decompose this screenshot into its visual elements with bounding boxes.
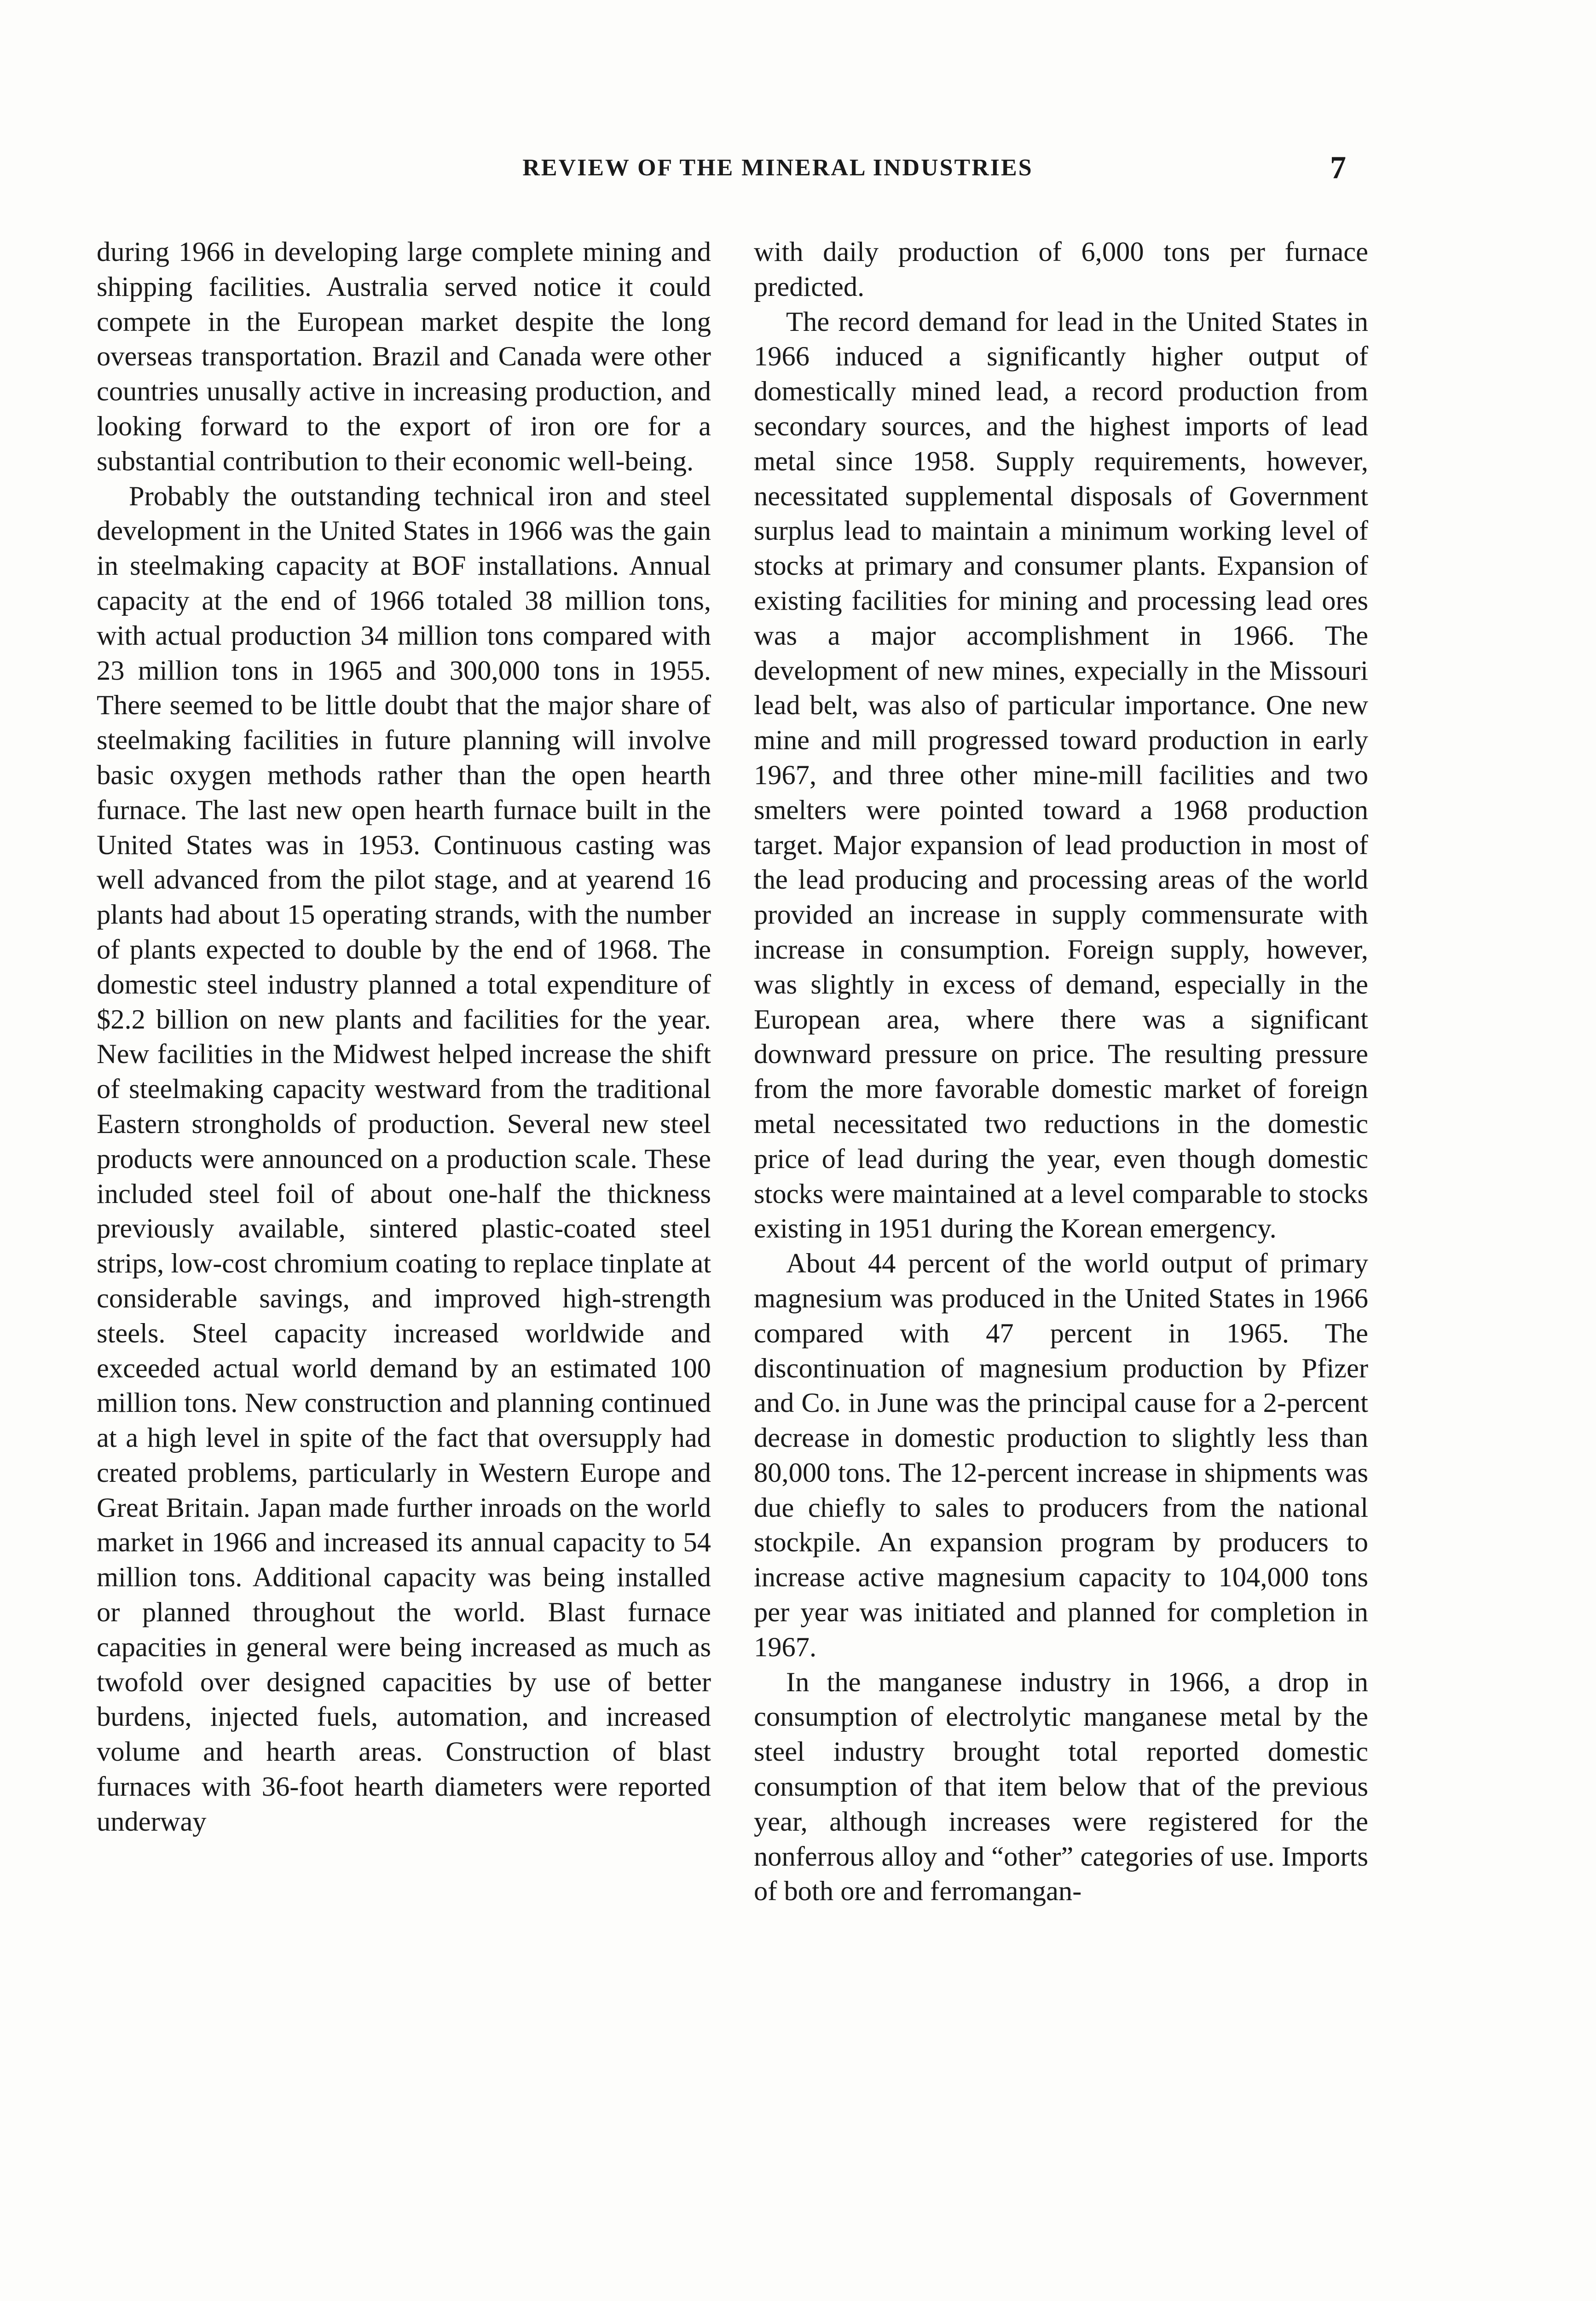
paragraph: The record demand for lead in the United States in 1966 induced a significantly higher output of domestically mined lead, a record production from secondary sources, and the highest imports of lead metal since 1958. Supply requirements, however, necessitated supplemental disposals of Government surplus lead to maintain a minimum working level of stocks at primary and consumer plants. Expansion of existing facilities for mining and processing lead ores was a major accomplishment in 1966. The development of new mines, expecially in the Missouri lead belt, was also of particular importance. One new mine and mill progressed toward production in early 1967, and three other mine-mill facilities and two smelters were pointed toward a 1968 production target. Major expansion of lead production in most of the lead producing and processing areas of the world provided an increase in supply commensurate with increase in consumption. Foreign supply, however, was slightly in excess of demand, especially in the European area, where there was a significant downward pressure on price. The resulting pressure from the more favorable domestic market of foreign metal necessitated two reductions in the domestic price of lead during the year, even though domestic stocks were maintained at a level comparable to stocks existing in 1951 during the Korean emergency. (754, 306, 1368, 1244)
paragraph: during 1966 in developing large complete mining and shipping facilities. Australia served notice it could compete in the European market despite the long overseas transportation. Brazil and Canada were other countries unusally active in increasing production, and looking forward to the export of iron ore for a substantial contribution to their economic well-being. (97, 237, 711, 477)
paragraph: About 44 percent of the world output of primary magnesium was produced in the United States in 1966 compared with 47 percent in 1965. The discontinuation of magnesium production by Pfizer and Co. in June was the principal cause for a 2-percent decrease in domestic production to slightly less than 80,000 tons. The 12-percent increase in shipments was due chiefly to sales to producers from the national stockpile. An expansion program by producers to increase active magnesium capacity to 104,000 tons per year was initiated and planned for completion in 1967. (754, 1248, 1368, 1663)
page-number: 7 (1330, 150, 1346, 185)
running-head: REVIEW OF THE MINERAL INDUSTRIES (522, 155, 1033, 181)
paragraph: In the manganese industry in 1966, a drop in consumption of electrolytic manganese metal by the steel industry brought total reported domestic consumption of that item below that of the previous year, although increases were registered for the nonferrous alloy and “other” categories of use. Imports of both ore and ferromangan- (754, 1666, 1368, 1907)
paragraph: with daily production of 6,000 tons per furnace predicted. (754, 237, 1368, 302)
left-column (97, 235, 711, 1839)
right-column (754, 235, 1368, 1909)
paragraph: Probably the outstanding technical iron and steel development in the United States in 1966 was the gain in steelmaking capacity at BOF installations. Annual capacity at the end of 1966 totaled 38 million tons, with actual production 34 million tons compared with 23 million tons in 1965 and 300,000 tons in 1955. There seemed to be little doubt that the major share of steelmaking facilities in future planning will involve basic oxygen methods rather than the open hearth furnace. The last new open hearth furnace built in the United States was in 1953. Continuous casting was well advanced from the pilot stage, and at yearend 16 plants had about 15 operating strands, with the number of plants expected to double by the end of 1968. The domestic steel industry planned a total expenditure of $2.2 billion on new plants and facilities for the year. New facilities in the Midwest helped increase the shift of steelmaking capacity westward from the traditional Eastern strongholds of production. Several new steel products were announced on a production scale. These included steel foil of about one-half the thickness previously available, sintered plastic-coated steel strips, low-cost chromium coating to replace tinplate at considerable savings, and improved high-strength steels. Steel capacity increased worldwide and exceeded actual world demand by an estimated 100 million tons. New construction and planning continued at a high level in spite of the fact that oversupply had created problems, particularly in Western Europe and Great Britain. Japan made further inroads on the world market in 1966 and increased its annual capacity to 54 million tons. Additional capacity was being installed or planned throughout the world. Blast furnace capacities in general were being increased as much as twofold over designed capacities by use of better burdens, injected fuels, automation, and increased volume and hearth areas. Construction of blast furnaces with 36-foot hearth diameters were reported underway (97, 480, 711, 1837)
